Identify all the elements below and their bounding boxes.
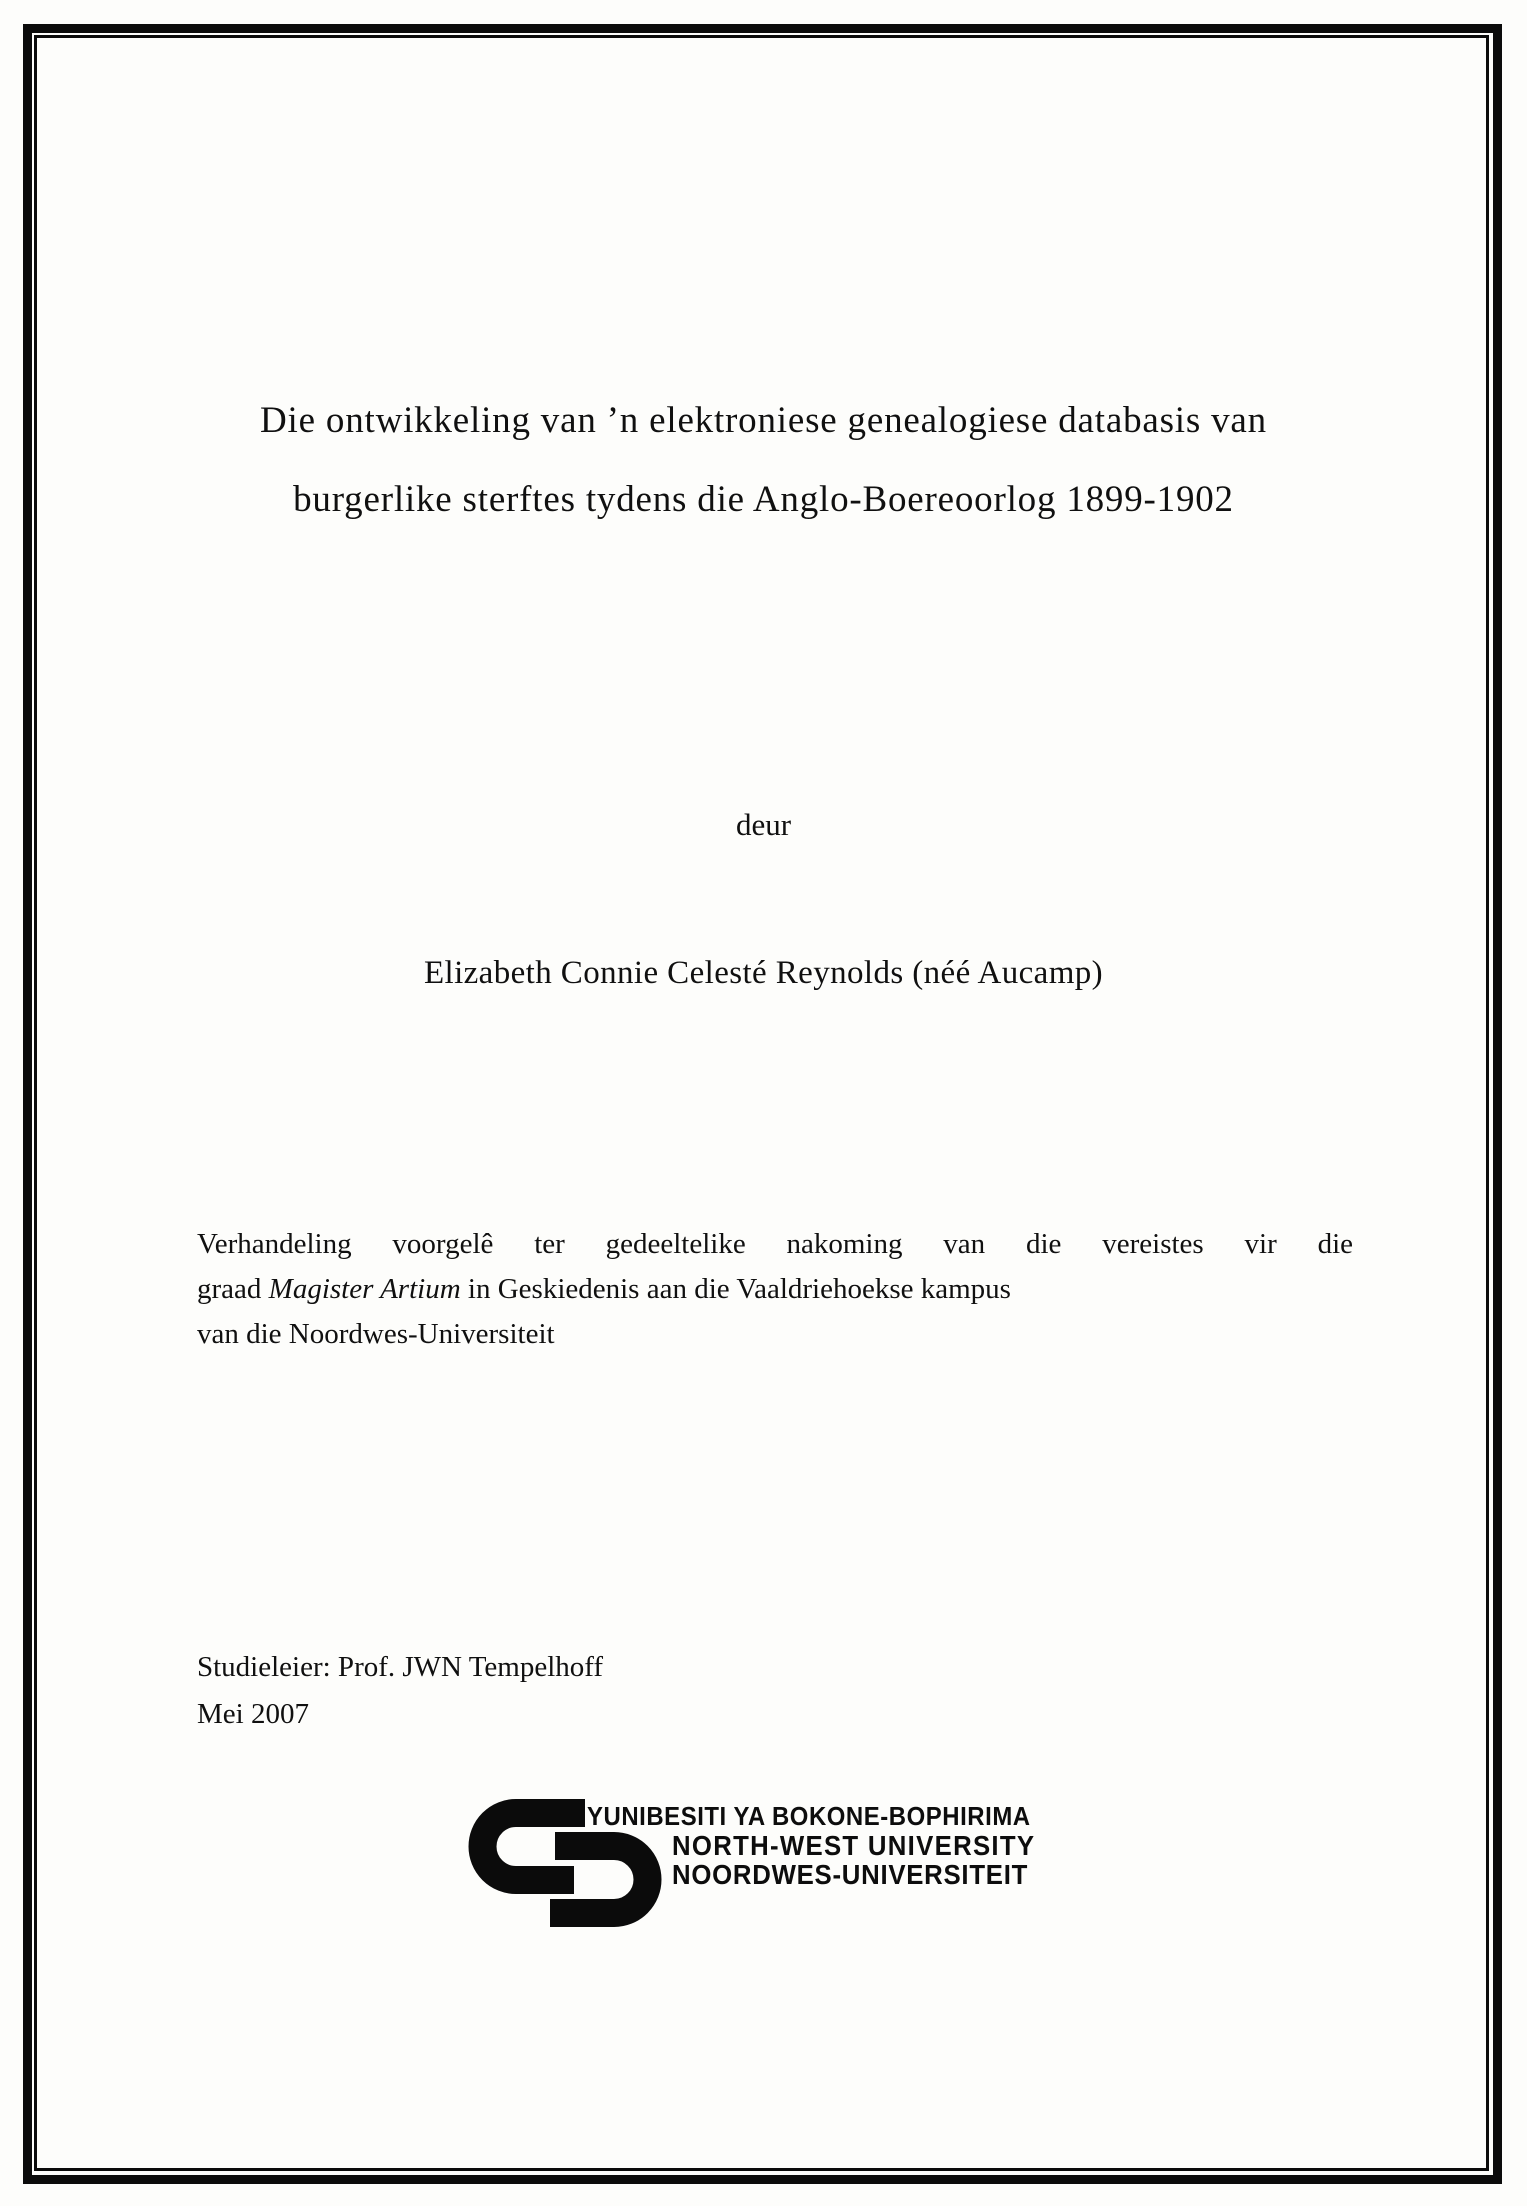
author-name: Elizabeth Connie Celesté Reynolds (néé Aucamp) bbox=[423, 955, 1104, 991]
degree-statement-line-3: van die Noordwes-Universiteit bbox=[197, 1318, 555, 1350]
university-name-english: NORTH-WEST UNIVERSITY bbox=[672, 1830, 1036, 1861]
degree-statement-line-2 bbox=[197, 1267, 1353, 1312]
thesis-title-line-1: Die ontwikkeling van ’n elektroniese genealogiese databasis van bbox=[260, 400, 1267, 441]
degree-statement-line-1: Verhandeling voorgelê ter gedeeltelike nakoming van die vereistes vir die bbox=[197, 1228, 1353, 1260]
degree-statement-line-2-post: in Geskiedenis aan die Vaaldriehoekse kampus bbox=[460, 1273, 1011, 1305]
date-line: Mei 2007 bbox=[197, 1698, 309, 1730]
degree-statement-line-2-pre: graad bbox=[197, 1273, 269, 1305]
university-name-afrikaans: NOORDWES-UNIVERSITEIT bbox=[672, 1859, 1029, 1890]
degree-statement bbox=[197, 1222, 1353, 1357]
supervisor-line: Studieleier: Prof. JWN Tempelhoff bbox=[197, 1651, 604, 1683]
byline-preposition: deur bbox=[735, 807, 792, 842]
university-name-setswana: YUNIBESITI YA BOKONE-BOPHIRIMA bbox=[587, 1801, 1031, 1831]
thesis-title-line-2: burgerlike sterftes tydens die Anglo-Boereoorlog 1899-1902 bbox=[293, 479, 1234, 520]
university-logo bbox=[468, 1799, 1108, 1934]
degree-name-italic: Magister Artium bbox=[268, 1273, 461, 1305]
